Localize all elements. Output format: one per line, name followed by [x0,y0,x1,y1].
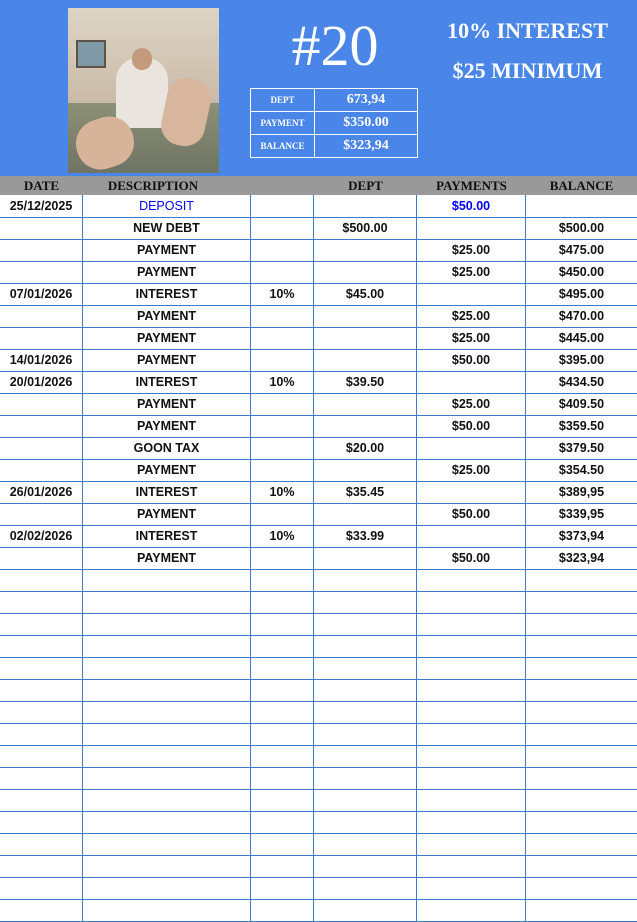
date-cell[interactable]: 26/01/2026 [0,481,83,503]
description-cell[interactable] [83,877,251,899]
payment-cell[interactable] [417,877,526,899]
balance-cell[interactable] [526,723,637,745]
table-row[interactable] [0,613,637,636]
debt-cell[interactable] [314,855,417,877]
table-row[interactable] [0,701,637,724]
description-cell[interactable]: PAYMENT [83,349,251,371]
table-row[interactable] [0,811,637,834]
column-header-balance[interactable]: BALANCE [549,178,614,193]
summary-header [0,0,637,176]
description-cell[interactable]: INTEREST [83,283,251,305]
interest-rate-cell[interactable] [251,855,314,877]
table-row[interactable] [0,723,637,746]
table-row[interactable] [0,833,637,856]
debt-cell[interactable] [314,569,417,591]
date-cell[interactable] [0,833,83,855]
interest-rate-cell[interactable] [251,261,314,283]
payment-cell[interactable] [417,657,526,679]
debt-cell[interactable] [314,745,417,767]
debt-cell[interactable] [314,327,417,349]
payment-cell[interactable] [417,635,526,657]
balance-cell[interactable]: $445.00 [558,331,605,345]
debt-number: #20 [291,13,379,78]
interest-rate-cell[interactable] [251,789,314,811]
summary-payment-value[interactable]: $350.00 [315,112,418,135]
balance-cell[interactable] [526,195,637,217]
interest-rate-cell[interactable] [251,349,314,371]
interest-rate-cell[interactable] [251,547,314,569]
payment-cell[interactable] [417,371,526,393]
debt-cell[interactable]: $500.00 [314,217,417,239]
column-header-row [0,176,637,195]
debt-cell[interactable] [314,195,417,217]
payment-cell[interactable]: $50.00 [417,415,526,437]
description-cell[interactable] [83,789,251,811]
balance-cell[interactable] [526,569,637,591]
debt-cell[interactable] [314,811,417,833]
column-header-debt[interactable]: DEPT [348,178,383,193]
table-row[interactable] [0,503,637,526]
date-cell[interactable] [0,701,83,723]
date-cell[interactable] [0,767,83,789]
interest-rate-text: 10% INTEREST [447,18,608,43]
interest-rate-cell[interactable] [251,239,314,261]
debt-cell[interactable]: $45.00 [314,283,417,305]
table-row[interactable] [0,635,637,658]
table-row[interactable] [0,393,637,416]
interest-rate-cell[interactable]: 10% [251,525,314,547]
description-cell[interactable]: PAYMENT [83,393,251,415]
balance-cell[interactable] [526,899,637,921]
description-cell[interactable] [83,745,251,767]
balance-cell[interactable]: $470.00 [558,309,605,323]
balance-cell[interactable] [526,833,637,855]
date-cell[interactable] [0,613,83,635]
payment-cell[interactable] [417,767,526,789]
table-row[interactable] [0,481,637,504]
payment-cell[interactable] [417,569,526,591]
payment-cell[interactable] [417,701,526,723]
payment-cell[interactable] [417,899,526,921]
debt-cell[interactable] [314,723,417,745]
payment-cell[interactable] [417,789,526,811]
balance-cell[interactable]: $409.50 [558,397,605,411]
interest-rate-cell[interactable] [251,305,314,327]
interest-rate-cell[interactable] [251,767,314,789]
date-cell[interactable] [0,635,83,657]
interest-rate-cell[interactable]: 10% [251,371,314,393]
description-cell[interactable] [83,833,251,855]
table-row[interactable] [0,239,637,262]
payment-cell[interactable] [417,217,526,239]
table-row[interactable] [0,437,637,460]
debt-cell[interactable] [314,877,417,899]
debt-cell[interactable] [314,349,417,371]
table-row[interactable] [0,217,637,240]
date-cell[interactable]: 14/01/2026 [0,349,83,371]
table-row[interactable] [0,591,637,614]
payment-cell[interactable] [417,283,526,305]
debt-cell[interactable]: $20.00 [314,437,417,459]
description-cell[interactable]: NEW DEBT [83,217,251,239]
date-cell[interactable] [0,877,83,899]
interest-rate-cell[interactable] [251,437,314,459]
date-cell[interactable] [0,679,83,701]
balance-cell[interactable] [526,701,637,723]
column-header-payments[interactable]: PAYMENTS [436,178,507,193]
payment-cell[interactable]: $25.00 [417,393,526,415]
table-row[interactable] [0,657,637,680]
balance-cell[interactable]: $495.00 [558,287,605,301]
table-row[interactable] [0,195,637,218]
payment-cell[interactable] [417,437,526,459]
interest-rate-cell[interactable] [251,569,314,591]
description-cell[interactable]: DEPOSIT [83,195,251,217]
interest-rate-cell[interactable] [251,459,314,481]
debt-cell[interactable] [314,547,417,569]
date-cell[interactable] [0,459,83,481]
interest-rate-cell[interactable] [251,613,314,635]
payment-cell[interactable] [417,745,526,767]
person-photo [68,8,219,173]
summary-debt-value[interactable]: 673,94 [315,89,418,112]
table-row[interactable] [0,789,637,812]
interest-rate-cell[interactable] [251,701,314,723]
balance-cell[interactable] [526,657,637,679]
payment-cell[interactable] [417,481,526,503]
debt-cell[interactable] [314,789,417,811]
minimum-payment-text: $25 MINIMUM [452,58,603,83]
payment-cell[interactable] [417,679,526,701]
debt-cell[interactable] [314,261,417,283]
interest-rate-cell[interactable]: 10% [251,481,314,503]
debt-cell[interactable] [314,503,417,525]
summary-row-payment [251,112,418,135]
debt-cell[interactable] [314,613,417,635]
interest-rate-cell[interactable] [251,591,314,613]
balance-cell[interactable] [526,591,637,613]
balance-cell[interactable]: $395.00 [558,353,605,367]
interest-rate-cell[interactable] [251,503,314,525]
payment-cell[interactable] [417,855,526,877]
date-cell[interactable]: 20/01/2026 [0,371,83,393]
table-row[interactable] [0,855,637,878]
interest-rate-cell[interactable] [251,899,314,921]
date-cell[interactable] [0,811,83,833]
description-cell[interactable] [83,591,251,613]
summary-balance-label: BALANCE [251,135,315,158]
date-cell[interactable] [0,437,83,459]
payment-cell[interactable]: $50.00 [417,195,526,217]
date-cell[interactable] [0,723,83,745]
date-cell[interactable]: 25/12/2025 [0,195,83,217]
date-cell[interactable] [0,745,83,767]
payment-cell[interactable] [417,525,526,547]
payment-cell[interactable] [417,613,526,635]
payment-cell[interactable]: $50.00 [417,349,526,371]
description-cell[interactable]: PAYMENT [83,415,251,437]
description-cell[interactable] [83,657,251,679]
description-cell[interactable]: INTEREST [83,371,251,393]
interest-rate-cell[interactable] [251,657,314,679]
balance-cell[interactable]: $450.00 [558,265,605,279]
description-cell[interactable] [83,569,251,591]
interest-rate-cell[interactable] [251,833,314,855]
debt-cell[interactable] [314,591,417,613]
balance-cell[interactable]: $323,94 [558,551,605,565]
balance-cell[interactable]: $500.00 [558,221,605,235]
balance-cell[interactable] [526,679,637,701]
balance-cell[interactable]: $359.50 [558,419,605,433]
date-cell[interactable] [0,899,83,921]
description-cell[interactable] [83,855,251,877]
balance-cell[interactable] [526,635,637,657]
interest-rate-cell[interactable] [251,723,314,745]
summary-payment-label: PAYMENT [251,112,315,135]
debt-cell[interactable] [314,833,417,855]
date-cell[interactable] [0,789,83,811]
date-cell[interactable] [0,393,83,415]
balance-cell[interactable]: $373,94 [558,529,605,543]
payment-cell[interactable] [417,833,526,855]
description-cell[interactable]: PAYMENT [83,261,251,283]
description-cell[interactable]: INTEREST [83,525,251,547]
payment-cell[interactable]: $50.00 [417,503,526,525]
description-cell[interactable]: PAYMENT [83,459,251,481]
interest-rate-cell[interactable] [251,877,314,899]
balance-cell[interactable] [526,811,637,833]
summary-table [250,88,418,158]
balance-cell[interactable] [526,767,637,789]
date-cell[interactable] [0,261,83,283]
debt-cell[interactable]: $33.99 [314,525,417,547]
description-cell[interactable] [83,723,251,745]
balance-cell[interactable]: $475.00 [558,243,605,257]
description-cell[interactable] [83,899,251,921]
table-row[interactable] [0,525,637,548]
description-cell[interactable]: PAYMENT [83,327,251,349]
summary-balance-value[interactable]: $323,94 [315,135,418,158]
table-row[interactable] [0,261,637,284]
date-cell[interactable] [0,591,83,613]
debt-cell[interactable]: $35.45 [314,481,417,503]
description-cell[interactable]: INTEREST [83,481,251,503]
interest-rate-cell[interactable] [251,745,314,767]
debt-cell[interactable] [314,393,417,415]
payment-cell[interactable]: $25.00 [417,305,526,327]
interest-rate-cell[interactable] [251,393,314,415]
table-row[interactable] [0,679,637,702]
date-cell[interactable]: 07/01/2026 [0,283,83,305]
date-cell[interactable] [0,569,83,591]
payment-cell[interactable] [417,811,526,833]
table-row[interactable] [0,459,637,482]
debt-cell[interactable] [314,635,417,657]
payment-cell[interactable]: $25.00 [417,239,526,261]
description-cell[interactable] [83,635,251,657]
date-cell[interactable] [0,503,83,525]
date-cell[interactable] [0,239,83,261]
payment-cell[interactable]: $25.00 [417,327,526,349]
table-row[interactable] [0,745,637,768]
payment-cell[interactable]: $50.00 [417,547,526,569]
balance-cell[interactable]: $339,95 [558,507,605,521]
balance-cell[interactable] [526,745,637,767]
interest-rate-cell[interactable] [251,635,314,657]
balance-cell[interactable]: $434.50 [558,375,605,389]
balance-cell[interactable]: $354.50 [558,463,605,477]
table-row[interactable] [0,899,637,922]
description-cell[interactable] [83,701,251,723]
debt-cell[interactable] [314,679,417,701]
description-cell[interactable] [83,613,251,635]
summary-debt-label: DEPT [251,89,315,112]
balance-cell[interactable] [526,855,637,877]
description-cell[interactable]: PAYMENT [83,503,251,525]
table-row[interactable] [0,767,637,790]
summary-row-balance [251,135,418,158]
description-cell[interactable]: GOON TAX [83,437,251,459]
description-cell[interactable]: PAYMENT [83,547,251,569]
date-cell[interactable] [0,657,83,679]
payment-cell[interactable]: $25.00 [417,261,526,283]
table-row[interactable] [0,283,637,306]
table-row[interactable] [0,327,637,350]
debt-cell[interactable] [314,701,417,723]
table-row[interactable] [0,349,637,372]
description-cell[interactable] [83,679,251,701]
description-cell[interactable] [83,811,251,833]
debt-cell[interactable]: $39.50 [314,371,417,393]
description-cell[interactable] [83,767,251,789]
description-cell[interactable]: PAYMENT [83,239,251,261]
column-header-description[interactable]: DESCRIPTION [107,178,199,193]
date-cell[interactable] [0,217,83,239]
payment-cell[interactable] [417,591,526,613]
column-header-date[interactable]: DATE [23,178,60,193]
table-row[interactable] [0,877,637,900]
interest-rate-cell[interactable] [251,415,314,437]
description-cell[interactable]: PAYMENT [83,305,251,327]
balance-cell[interactable] [526,613,637,635]
table-row[interactable] [0,569,637,592]
payment-cell[interactable] [417,723,526,745]
interest-rate-cell[interactable] [251,679,314,701]
debt-cell[interactable] [314,767,417,789]
debt-cell[interactable] [314,657,417,679]
interest-rate-cell[interactable] [251,217,314,239]
table-row[interactable] [0,415,637,438]
date-cell[interactable] [0,547,83,569]
interest-rate-cell[interactable]: 10% [251,283,314,305]
date-cell[interactable] [0,327,83,349]
interest-rate-cell[interactable] [251,195,314,217]
debt-cell[interactable] [314,305,417,327]
balance-cell[interactable] [526,789,637,811]
debt-cell[interactable] [314,239,417,261]
date-cell[interactable] [0,305,83,327]
debt-cell[interactable] [314,459,417,481]
debt-cell[interactable] [314,899,417,921]
balance-cell[interactable] [526,877,637,899]
date-cell[interactable] [0,415,83,437]
balance-cell[interactable]: $379.50 [558,441,605,455]
date-cell[interactable] [0,855,83,877]
table-row[interactable] [0,547,637,570]
interest-rate-cell[interactable] [251,811,314,833]
summary-row-debt [251,89,418,112]
debt-cell[interactable] [314,415,417,437]
table-row[interactable] [0,305,637,328]
balance-cell[interactable]: $389,95 [558,485,605,499]
table-row[interactable] [0,371,637,394]
interest-rate-cell[interactable] [251,327,314,349]
ledger-table [0,195,637,922]
payment-cell[interactable]: $25.00 [417,459,526,481]
date-cell[interactable]: 02/02/2026 [0,525,83,547]
